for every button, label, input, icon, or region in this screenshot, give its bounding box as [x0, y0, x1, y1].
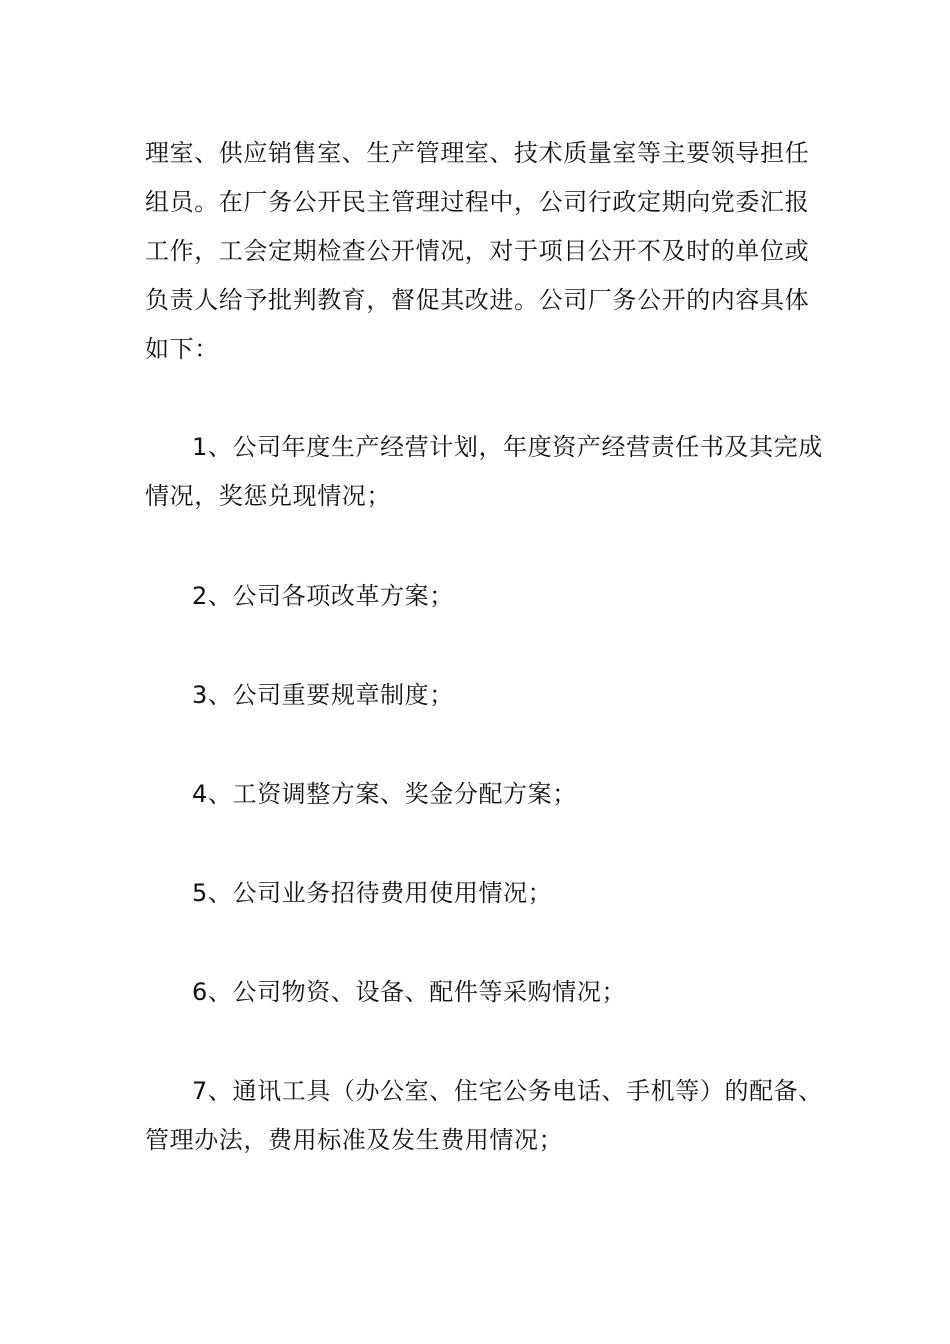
- list-item-text: 管理办法，费用标准及发生费用情况；: [145, 1126, 564, 1154]
- list-item-text: 3、公司重要规章制度；: [192, 681, 454, 709]
- list-item-text: 5、公司业务招待费用使用情况；: [192, 879, 553, 907]
- list-item-text: 6、公司物资、设备、配件等采购情况；: [192, 978, 627, 1006]
- list-item-text: 1、公司年度生产经营计划，年度资产经营责任书及其完成: [192, 433, 823, 461]
- list-item-text: 2、公司各项改革方案；: [192, 582, 454, 610]
- list-item-text: 4、工资调整方案、奖金分配方案；: [192, 780, 577, 808]
- paragraph-line: 负责人给予批判教育，督促其改进。公司厂务公开的内容具体: [145, 286, 810, 314]
- paragraph-line: 组员。在厂务公开民主管理过程中，公司行政定期向党委汇报: [145, 188, 810, 216]
- paragraph-line: 理室、供应销售室、生产管理室、技术质量室等主要领导担任: [145, 139, 810, 167]
- paragraph-line: 工作，工会定期检查公开情况，对于项目公开不及时的单位或: [145, 237, 810, 265]
- paragraph-line: 如下：: [145, 335, 219, 363]
- list-item-text: 情况，奖惩兑现情况；: [145, 482, 391, 510]
- list-item-text: 7、通讯工具（办公室、住宅公务电话、手机等）的配备、: [192, 1077, 823, 1105]
